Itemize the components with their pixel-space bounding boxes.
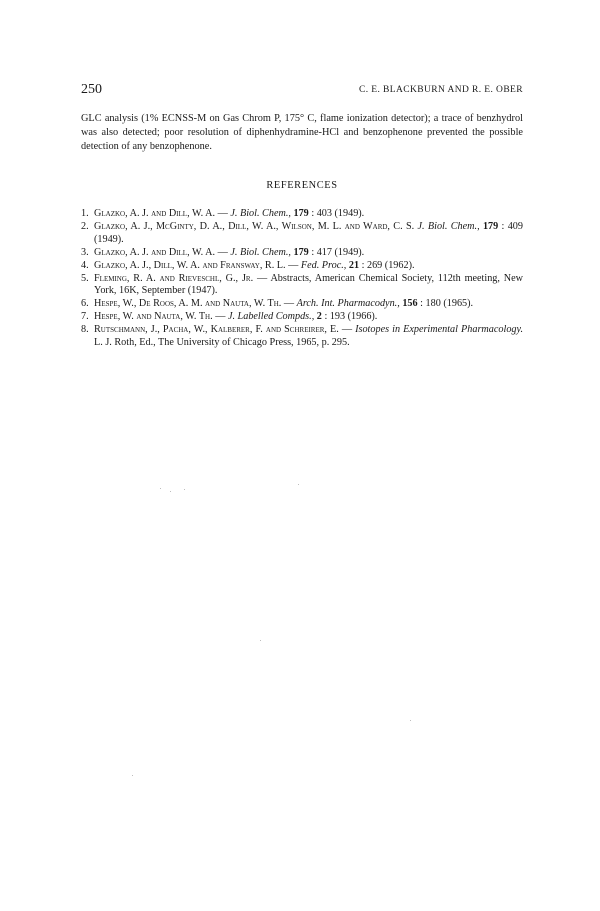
reference-details: Abstracts, American Chemical Society, 112th meeting, New York, 16K, September (1947). xyxy=(94,272,524,297)
reference-separator: — xyxy=(215,246,231,258)
scan-speck xyxy=(410,720,411,721)
reference-list xyxy=(81,208,523,350)
reference-separator: — xyxy=(212,311,228,323)
reference-number: 3. xyxy=(81,246,89,258)
reference-pages: : 409 (1949). xyxy=(94,220,523,245)
reference-authors: Glazko, A. J. and Dill, W. A. xyxy=(94,246,216,258)
reference-pages: : 403 (1949). xyxy=(308,208,365,219)
body-paragraph: GLC analysis (1% ECNSS-M on Gas Chrom P, 175° C, flame ionization detector); a trace of benzhydrol was also detected; poor resolution of diphenhydramine-HCl and benzophenone prevented the possible detection of any benzophenone. xyxy=(81,113,523,153)
reference-number: 6. xyxy=(81,298,89,310)
reference-book-title: Isotopes in Experimental Pharmacology. xyxy=(355,324,524,336)
reference-volume: 2 xyxy=(316,311,322,323)
reference-number: 1. xyxy=(81,208,89,219)
reference-volume: 179 xyxy=(293,208,309,219)
reference-item xyxy=(81,247,523,260)
reference-item xyxy=(81,311,523,324)
reference-pages: : 180 (1965). xyxy=(417,298,474,310)
reference-pages: : 193 (1966). xyxy=(321,311,378,323)
reference-item xyxy=(81,324,523,350)
reference-item xyxy=(81,260,523,273)
running-head: C. E. BLACKBURN AND R. E. OBER xyxy=(358,85,523,95)
reference-authors: Glazko, A. J., McGinty, D. A., Dill, W. A., Wilson, M. L. and Ward, C. S. xyxy=(94,220,415,232)
reference-journal: J. Biol. Chem., xyxy=(230,208,291,219)
reference-number: 5. xyxy=(81,272,89,284)
reference-journal: Arch. Int. Pharmacodyn., xyxy=(296,298,400,310)
reference-volume: 179 xyxy=(482,220,499,232)
reference-separator: — xyxy=(338,324,356,336)
reference-separator: — xyxy=(215,208,231,219)
reference-item xyxy=(81,273,523,299)
references-heading: REFERENCES xyxy=(266,180,338,191)
reference-volume: 156 xyxy=(402,298,418,310)
scan-speck xyxy=(170,491,171,492)
reference-volume: 21 xyxy=(348,259,360,271)
reference-separator: — xyxy=(253,272,271,284)
reference-separator: — xyxy=(281,298,297,310)
reference-pages: : 269 (1962). xyxy=(359,259,415,271)
reference-journal: J. Labelled Compds., xyxy=(227,311,315,323)
reference-number: 2. xyxy=(81,220,89,232)
reference-authors: Glazko, A. J. and Dill, W. A. xyxy=(94,208,216,219)
reference-authors: Glazko, A. J., Dill, W. A. and Fransway, R. L. xyxy=(94,259,286,271)
scan-speck xyxy=(132,775,133,776)
reference-number: 7. xyxy=(81,311,89,323)
reference-volume: 179 xyxy=(293,246,309,258)
reference-authors: Hespe, W. and Nauta, W. Th. xyxy=(94,311,213,323)
reference-separator: — xyxy=(285,259,301,271)
reference-journal: J. Biol. Chem., xyxy=(417,220,480,232)
reference-item xyxy=(81,298,523,311)
reference-authors: Fleming, R. A. and Rieveschl, G., Jr. xyxy=(94,272,254,284)
page-number: 250 xyxy=(81,82,102,97)
scan-speck xyxy=(160,488,161,489)
reference-authors: Hespe, W., De Roos, A. M. and Nauta, W. Th. xyxy=(94,298,282,310)
scan-speck xyxy=(260,640,261,641)
reference-item xyxy=(81,208,523,221)
reference-number: 8. xyxy=(81,324,89,336)
reference-journal: J. Biol. Chem., xyxy=(230,246,291,258)
reference-number: 4. xyxy=(81,259,89,271)
reference-item xyxy=(81,221,523,247)
scan-speck xyxy=(184,489,185,490)
reference-journal: Fed. Proc., xyxy=(300,259,347,271)
reference-pages: : 417 (1949). xyxy=(308,246,365,258)
reference-authors: Rutschmann, J., Pacha, W., Kalberer, F. and Schreirer, E. xyxy=(94,324,339,336)
scan-speck xyxy=(298,484,299,485)
reference-publisher: L. J. Roth, Ed., The University of Chicago Press, 1965, p. 295. xyxy=(94,337,350,349)
page-header xyxy=(81,82,523,102)
